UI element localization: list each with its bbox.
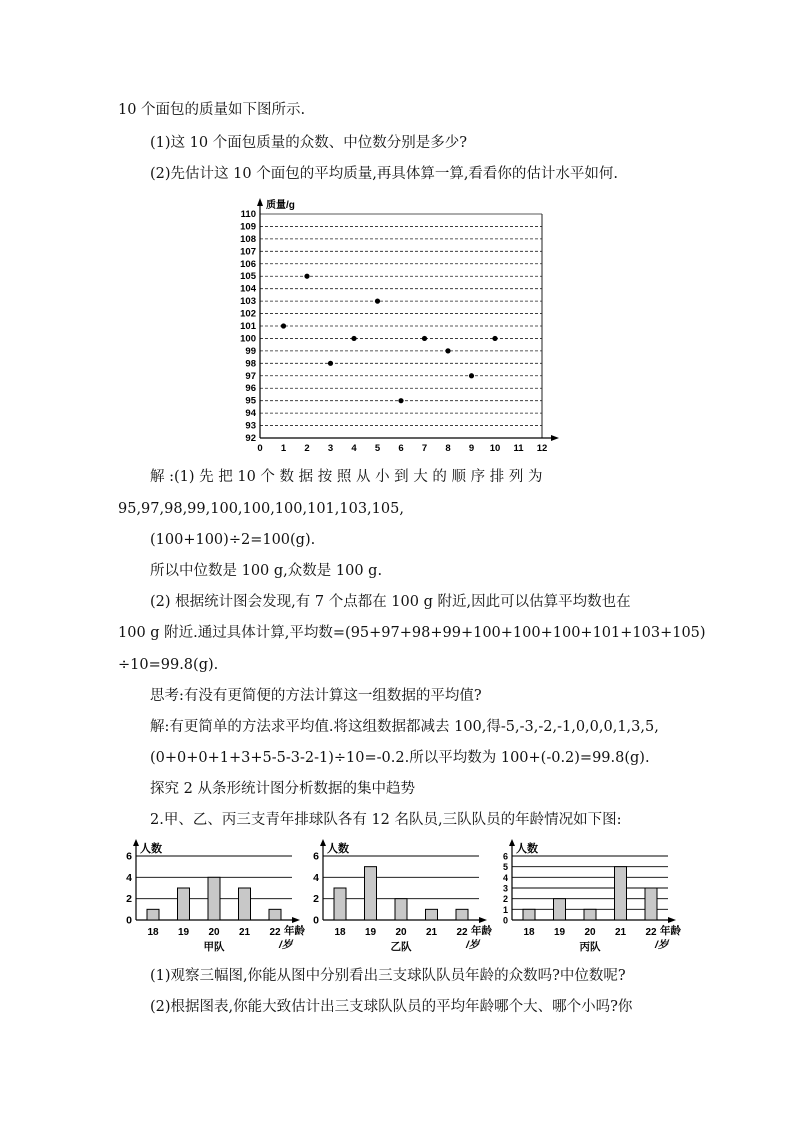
solution-1-line-3: (100+100)÷2=100(g). <box>150 532 316 548</box>
x-tick-label: 20 <box>208 927 220 938</box>
x-tick-label: 9 <box>468 443 475 454</box>
data-point <box>281 323 286 328</box>
problem-2-question-2: (2)根据图表,你能大致估计出三支球队队员的平均年龄哪个大、哪个小吗?你 <box>150 999 633 1015</box>
x-axis-label: 年龄 <box>471 925 492 937</box>
y-tick-label: 100 <box>240 333 256 345</box>
data-point <box>445 348 450 353</box>
y-tick-label: 2 <box>313 893 319 906</box>
x-tick-label: 8 <box>445 443 451 454</box>
team-yi-bar-chart <box>307 838 493 960</box>
solution-2-line-2: 100 g 附近.通过具体计算,平均数=(95+97+98+99+100+100+100+101+103+105) <box>118 625 706 641</box>
think-solution-line-2: (0+0+0+1+3+5-5-3-2-1)÷10=-0.2.所以平均数为 100+(-0.2)=99.8(g). <box>150 750 650 766</box>
bar <box>334 888 346 920</box>
x-tick-label: 19 <box>553 927 566 938</box>
y-tick-label: 102 <box>240 308 256 320</box>
y-tick-label: 92 <box>245 433 256 444</box>
bar <box>615 867 627 920</box>
y-tick-label: 2 <box>502 894 508 905</box>
solution-2-line-3: ÷10=99.8(g). <box>118 657 219 673</box>
x-axis-label: 年龄 <box>284 925 305 937</box>
data-point <box>328 361 333 366</box>
solution-1-line-4: 所以中位数是 100 g,众数是 100 g. <box>150 563 383 579</box>
x-tick-label: 2 <box>304 443 310 454</box>
data-point <box>351 336 356 341</box>
bar <box>456 909 468 920</box>
x-tick-label: 22 <box>645 927 657 938</box>
x-tick-label: 3 <box>327 443 334 454</box>
data-point <box>469 373 474 378</box>
x-tick-label: 12 <box>536 443 548 454</box>
y-tick-label: 4 <box>502 872 508 883</box>
y-tick-label: 0 <box>313 914 319 927</box>
x-tick-label: 4 <box>351 443 357 454</box>
y-tick-label: 0 <box>502 915 508 926</box>
y-tick-label: 106 <box>240 258 256 270</box>
problem-2-question-1: (1)观察三幅图,你能从图中分别看出三支球队队员年龄的众数吗?中位数呢? <box>150 968 626 984</box>
chart-title: 丙队 <box>579 941 601 953</box>
bar <box>554 899 566 920</box>
y-tick-label: 95 <box>245 395 256 407</box>
x-tick-label: 20 <box>584 927 596 938</box>
y-tick-label: 107 <box>240 246 256 258</box>
y-tick-label: 4 <box>126 871 132 884</box>
x-tick-label: 6 <box>398 443 404 454</box>
y-axis-label: 人数 <box>327 843 349 855</box>
bar <box>269 909 281 920</box>
y-tick-label: 5 <box>502 862 508 873</box>
y-tick-label: 93 <box>245 420 256 432</box>
y-tick-label: 94 <box>245 408 256 420</box>
x-axis-arrow <box>668 917 676 923</box>
y-tick-label: 1 <box>502 904 508 915</box>
x-tick-label: 18 <box>147 927 159 938</box>
y-axis-arrow <box>257 198 263 206</box>
question-2: (2)先估计这 10 个面包的平均质量,再具体算一算,看看你的估计水平如何. <box>150 166 619 182</box>
x-tick-label: 22 <box>269 927 281 938</box>
x-axis-label: 年龄 <box>660 925 681 937</box>
y-tick-label: 105 <box>240 271 256 283</box>
solution-1-line-2: 95,97,98,99,100,100,100,101,103,105, <box>118 501 404 517</box>
bar <box>208 877 220 920</box>
y-tick-label: 3 <box>502 883 508 894</box>
x-tick-label: 19 <box>177 927 190 938</box>
bread-weight-scatter-chart <box>225 192 565 460</box>
y-tick-label: 108 <box>240 233 256 245</box>
x-tick-label: 18 <box>334 927 346 938</box>
think-solution-line-1: 解:有更简单的方法求平均值.将这组数据都减去 100,得-5,-3,-2,-1,0,0,0,1,3,5, <box>150 719 659 735</box>
bar <box>365 867 377 920</box>
y-axis-label: 人数 <box>516 843 538 855</box>
team-jia-bar-chart <box>120 838 306 960</box>
y-tick-label: 99 <box>245 345 256 357</box>
y-tick-label: 98 <box>245 358 256 370</box>
x-tick-label: 21 <box>614 927 627 938</box>
data-point <box>492 336 497 341</box>
x-tick-label: 7 <box>421 443 428 454</box>
y-tick-label: 104 <box>240 283 256 295</box>
x-axis-arrow <box>551 435 559 441</box>
y-tick-label: 110 <box>240 209 256 220</box>
y-tick-label: 6 <box>313 850 319 863</box>
bar <box>523 909 535 920</box>
x-tick-label: 21 <box>425 927 438 938</box>
data-point <box>375 299 380 304</box>
x-tick-label: 20 <box>395 927 407 938</box>
solution-2-line-1: (2) 根据统计图会发现,有 7 个点都在 100 g 附近,因此可以估算平均数也在 <box>150 594 631 610</box>
y-tick-label: 4 <box>313 871 319 884</box>
bar <box>147 909 159 920</box>
y-tick-label: 103 <box>240 296 256 308</box>
x-axis-unit-label: /岁 <box>655 939 669 951</box>
x-axis-arrow <box>479 917 487 923</box>
think-question: 思考:有没有更简便的方法计算这一组数据的平均值? <box>150 688 482 704</box>
y-axis-label: 人数 <box>140 843 162 855</box>
bar <box>584 909 596 920</box>
y-tick-label: 6 <box>502 851 508 862</box>
data-point <box>398 398 403 403</box>
x-tick-label: 21 <box>238 927 251 938</box>
x-tick-label: 22 <box>456 927 468 938</box>
y-tick-label: 2 <box>126 893 132 906</box>
chart-title: 甲队 <box>203 941 225 953</box>
x-tick-label: 1 <box>280 443 287 454</box>
bar <box>239 888 251 920</box>
intro-text: 10 个面包的质量如下图所示. <box>118 102 306 118</box>
y-tick-label: 96 <box>245 383 256 395</box>
y-axis-arrow <box>509 839 515 846</box>
y-tick-label: 101 <box>240 321 256 332</box>
bar <box>178 888 190 920</box>
y-tick-label: 109 <box>240 221 256 233</box>
x-tick-label: 18 <box>523 927 535 938</box>
x-tick-label: 10 <box>489 443 501 454</box>
x-tick-label: 0 <box>257 443 263 454</box>
question-1: (1)这 10 个面包质量的众数、中位数分别是多少? <box>150 135 467 151</box>
chart-title: 乙队 <box>390 941 412 953</box>
data-point <box>304 274 309 279</box>
team-bing-bar-chart <box>496 838 682 960</box>
y-axis-arrow <box>320 839 326 846</box>
x-tick-label: 11 <box>513 443 524 454</box>
y-tick-label: 0 <box>126 914 132 927</box>
x-axis-arrow <box>292 917 300 923</box>
x-axis-unit-label: /岁 <box>466 939 480 951</box>
x-tick-label: 5 <box>374 443 381 454</box>
y-axis-label: 质量/g <box>266 200 295 211</box>
bar <box>426 909 438 920</box>
bar <box>395 899 407 920</box>
problem-2-text: 2.甲、乙、丙三支青年排球队各有 12 名队员,三队队员的年龄情况如下图: <box>150 812 622 828</box>
solution-1-line-1: 解 :(1) 先 把 10 个 数 据 按 照 从 小 到 大 的 顺 序 排 列 为 <box>150 469 543 485</box>
explore-2-heading: 探究 2 从条形统计图分析数据的集中趋势 <box>150 781 415 797</box>
y-axis-arrow <box>133 839 139 846</box>
y-tick-label: 6 <box>126 850 132 863</box>
x-axis-unit-label: /岁 <box>279 939 293 951</box>
bar <box>645 888 657 920</box>
data-point <box>422 336 427 341</box>
y-tick-label: 97 <box>245 370 256 382</box>
x-tick-label: 19 <box>364 927 377 938</box>
